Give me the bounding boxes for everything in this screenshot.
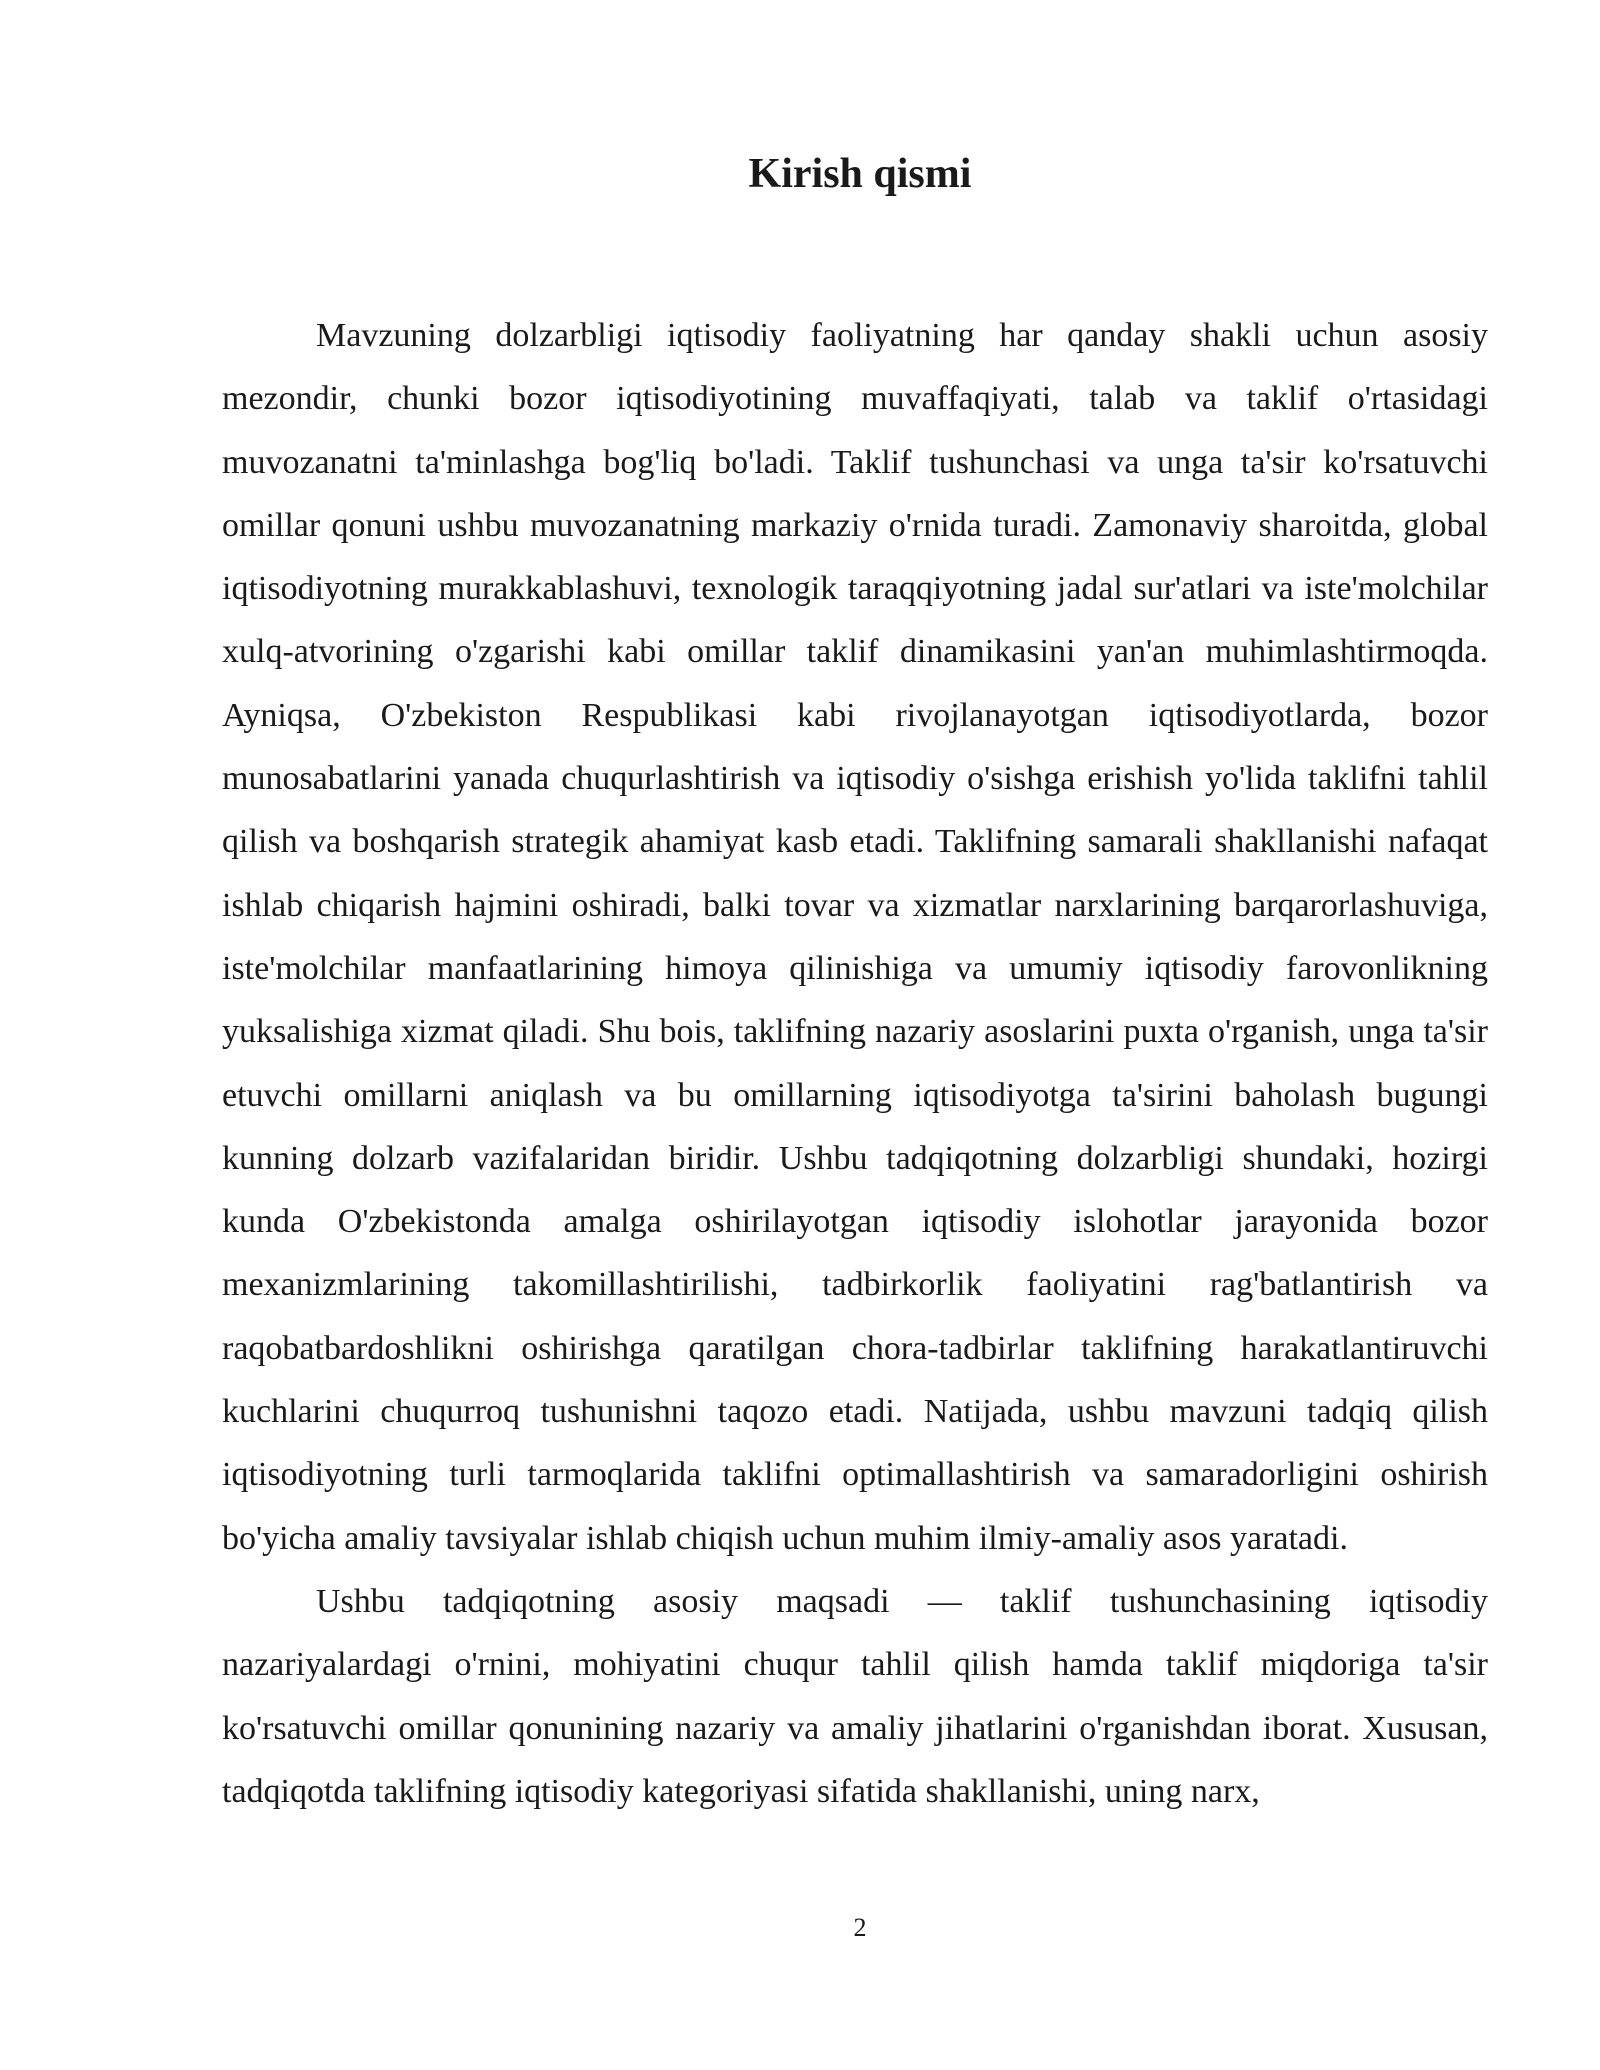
page-title: Kirish qismi bbox=[748, 151, 972, 197]
paragraph-objective: Ushbu tadqiqotning asosiy maqsadi — taklif tushunchasining iqtisodiy nazariyalardagi o'rnini, mohiyatini chuqur tahlil qilish hamda taklif miqdoriga ta'sir ko'rsatuvchi omillar qonunining nazariy va amaliy jihatlarini o'rganishdan iborat. Xususan, tadqiqotda taklifning iqtisodiy kategoriyasi sifatida shakllanishi, uning narx, bbox=[222, 1582, 1488, 1810]
body-text bbox=[222, 304, 1488, 1823]
page-number: 2 bbox=[853, 1913, 867, 1942]
paragraph-relevance: Mavzuning dolzarbligi iqtisodiy faoliyatning har qanday shakli uchun asosiy mezondir, chunki bozor iqtisodiyotining muvaffaqiyati, talab va taklif o'rtasidagi muvozanatni ta'minlashga bog'liq bo'ladi. Taklif tushunchasi va unga ta'sir ko'rsatuvchi omillar qonuni ushbu muvozanatning markaziy o'rnida turadi. Zamonaviy sharoitda, global iqtisodiyotning murakkablashuvi, texnologik taraqqiyotning jadal sur'atlari va iste'molchilar xulq-atvorining o'zgarishi kabi omillar taklif dinamikasini yan'an muhimlashtirmoqda. Ayniqsa, O'zbekiston Respublikasi kabi rivojlanayotgan iqtisodiyotlarda, bozor munosabatlarini yanada chuqurlashtirish va iqtisodiy o'sishga erishish yo'lida taklifni tahlil qilish va boshqarish strategik ahamiyat kasb etadi. Taklifning samarali shakllanishi nafaqat ishlab chiqarish hajmini oshiradi, balki tovar va xizmatlar narxlarining barqarorlashuviga, iste'molchilar manfaatlarining himoya qilinishiga va umumiy iqtisodiy farovonlikning yuksalishiga xizmat qiladi. Shu bois, taklifning nazariy asoslarini puxta o'rganish, unga ta'sir etuvchi omillarni aniqlash va bu omillarning iqtisodiyotga ta'sirini baholash bugungi kunning dolzarb vazifalaridan biridir. Ushbu tadqiqotning dolzarbligi shundaki, hozirgi kunda O'zbekistonda amalga oshirilayotgan iqtisodiy islohotlar jarayonida bozor mexanizmlarining takomillashtirilishi, tadbirkorlik faoliyatini rag'batlantirish va raqobatbardoshlikni oshirishga qaratilgan chora-tadbirlar taklifning harakatlantiruvchi kuchlarini chuqurroq tushunishni taqozo etadi. Natijada, ushbu mavzuni tadqiq qilish iqtisodiyotning turli tarmoqlarida taklifni optimallashtirish va samaradorligini oshirish bo'yicha amaliy tavsiyalar ishlab chiqish uchun muhim ilmiy-amaliy asos yaratadi. bbox=[222, 317, 1488, 1557]
